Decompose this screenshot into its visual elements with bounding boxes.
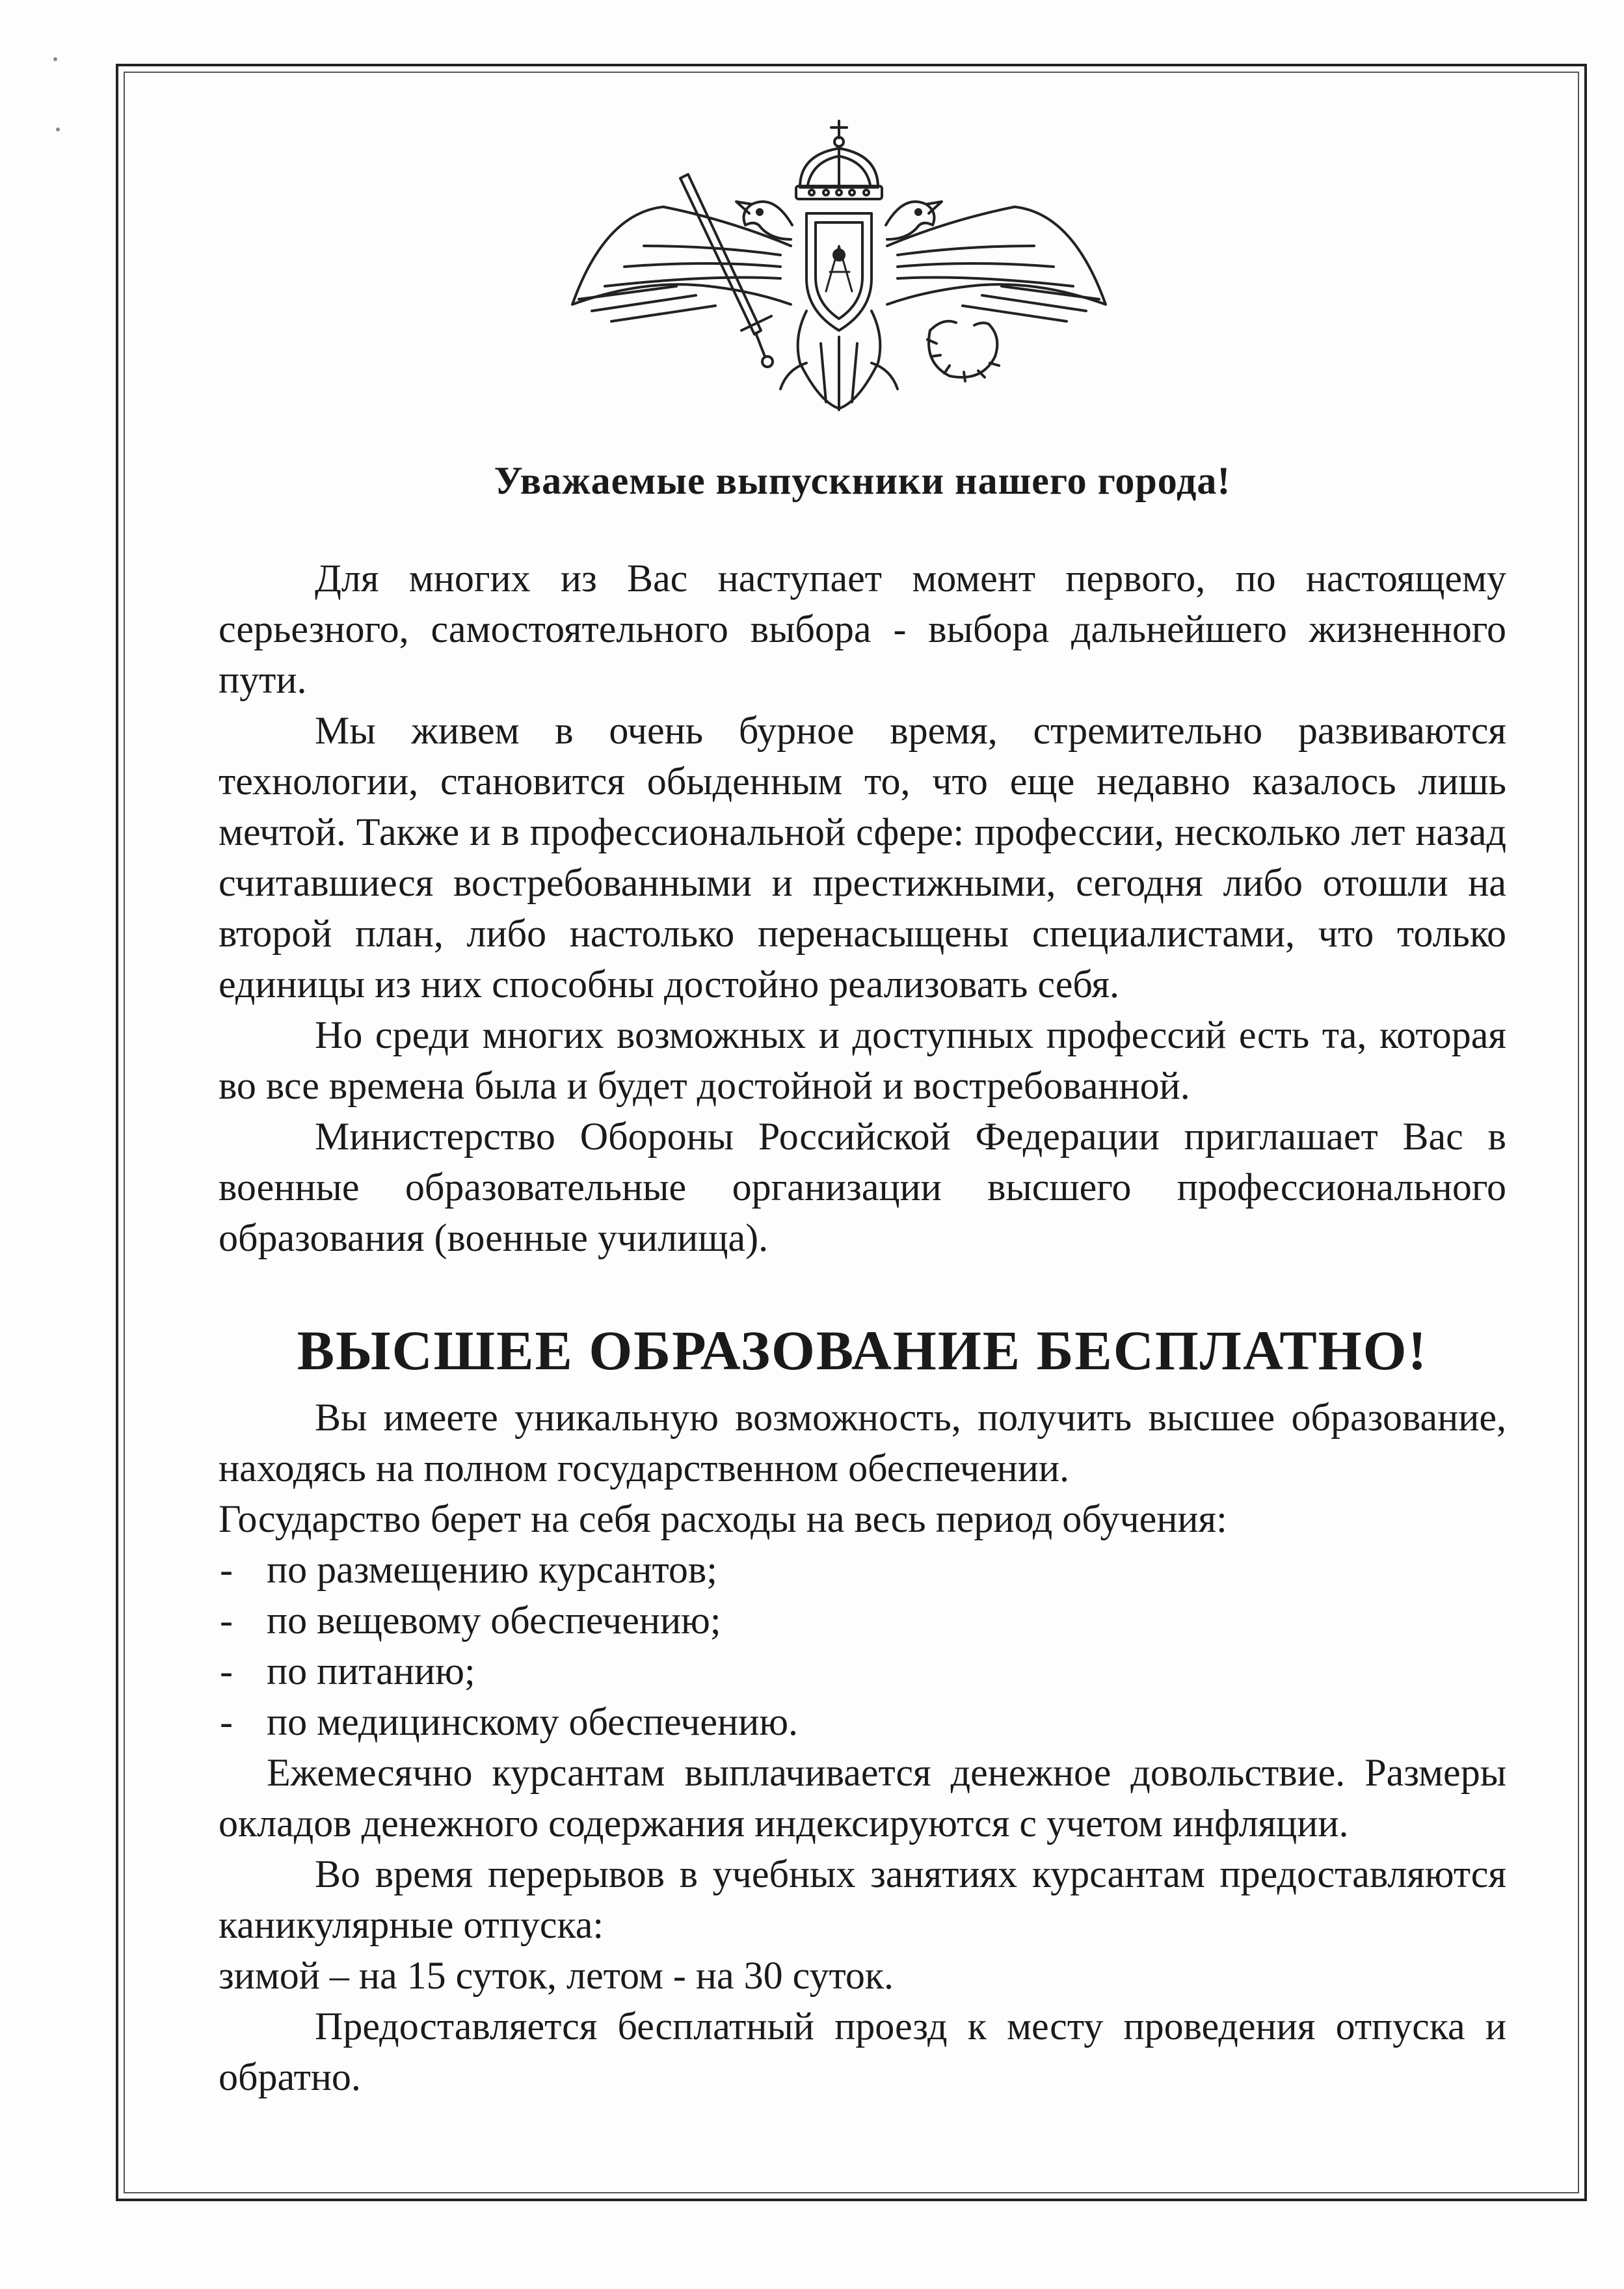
paragraph-vacation: Во время перерывов в учебных занятиях курсантам предоставляются каникулярные отпуска: (219, 1853, 1506, 1946)
list-item: - по питанию; (219, 1646, 1506, 1696)
paragraph-profession: Но среди многих возможных и доступных профессий есть та, которая во все времена была и будет достойной и востребованной. (219, 1013, 1506, 1107)
paragraph-opportunity: Вы имеете уникальную возможность, получить высшее образование, находясь на полном государственном обеспечении. (219, 1396, 1506, 1490)
list-item: - по вещевому обеспечению; (219, 1595, 1506, 1646)
scan-speck (56, 127, 60, 131)
paragraph-travel: Предоставляется бесплатный проезд к месту проведения отпуска и обратно. (219, 2005, 1506, 2098)
paragraph-times: Мы живем в очень бурное время, стремительно развиваются технологии, становится обыденным то, что еще недавно казалось лишь мечтой. Также и в профессиональной сфере: профессии, несколько лет назад считавшиеся востребованными и престижными, сегодня либо отошли на второй план, либо настолько перенасыщены специалистами, что только единицы из них способны достойно реализовать себя. (219, 709, 1506, 1006)
free-education-headline: ВЫСШЕЕ ОБРАЗОВАНИЕ БЕСПЛАТНО! (297, 1319, 1428, 1382)
list-item: - по медицинскому обеспечению. (219, 1696, 1506, 1747)
greeting-heading: Уважаемые выпускники нашего города! (494, 459, 1231, 502)
double-headed-eagle-emblem-icon (566, 116, 1112, 415)
eagle-heads (736, 202, 942, 239)
shield-icon (806, 213, 872, 330)
eagle-body (780, 311, 898, 410)
list-item: - по размещению курсантов; (219, 1544, 1506, 1595)
paragraph-choice: Для многих из Вас наступает момент первого, по настоящему серьезного, самостоятельного выбора - выбора дальнейшего жизненного пути. (219, 557, 1506, 701)
letter-body (219, 455, 1506, 2102)
costs-list (219, 1544, 1506, 1747)
scan-speck (53, 57, 57, 61)
paragraph-allowance: Ежемесячно курсантам выплачивается денежное довольствие. Размеры окладов денежного содержания индексируются с учетом инфляции. (219, 1751, 1506, 1845)
wreath-icon (927, 321, 999, 381)
paragraph-invitation: Министерство Обороны Российской Федерации приглашает Вас в военные образовательные организации высшего профессионального образования (военные училища). (219, 1115, 1506, 1259)
vacation-terms: зимой – на 15 суток, летом - на 30 суток. (219, 1954, 894, 1997)
paragraph-state-costs: Государство берет на себя расходы на весь период обучения: (219, 1497, 1227, 1540)
crown-icon (796, 121, 882, 199)
